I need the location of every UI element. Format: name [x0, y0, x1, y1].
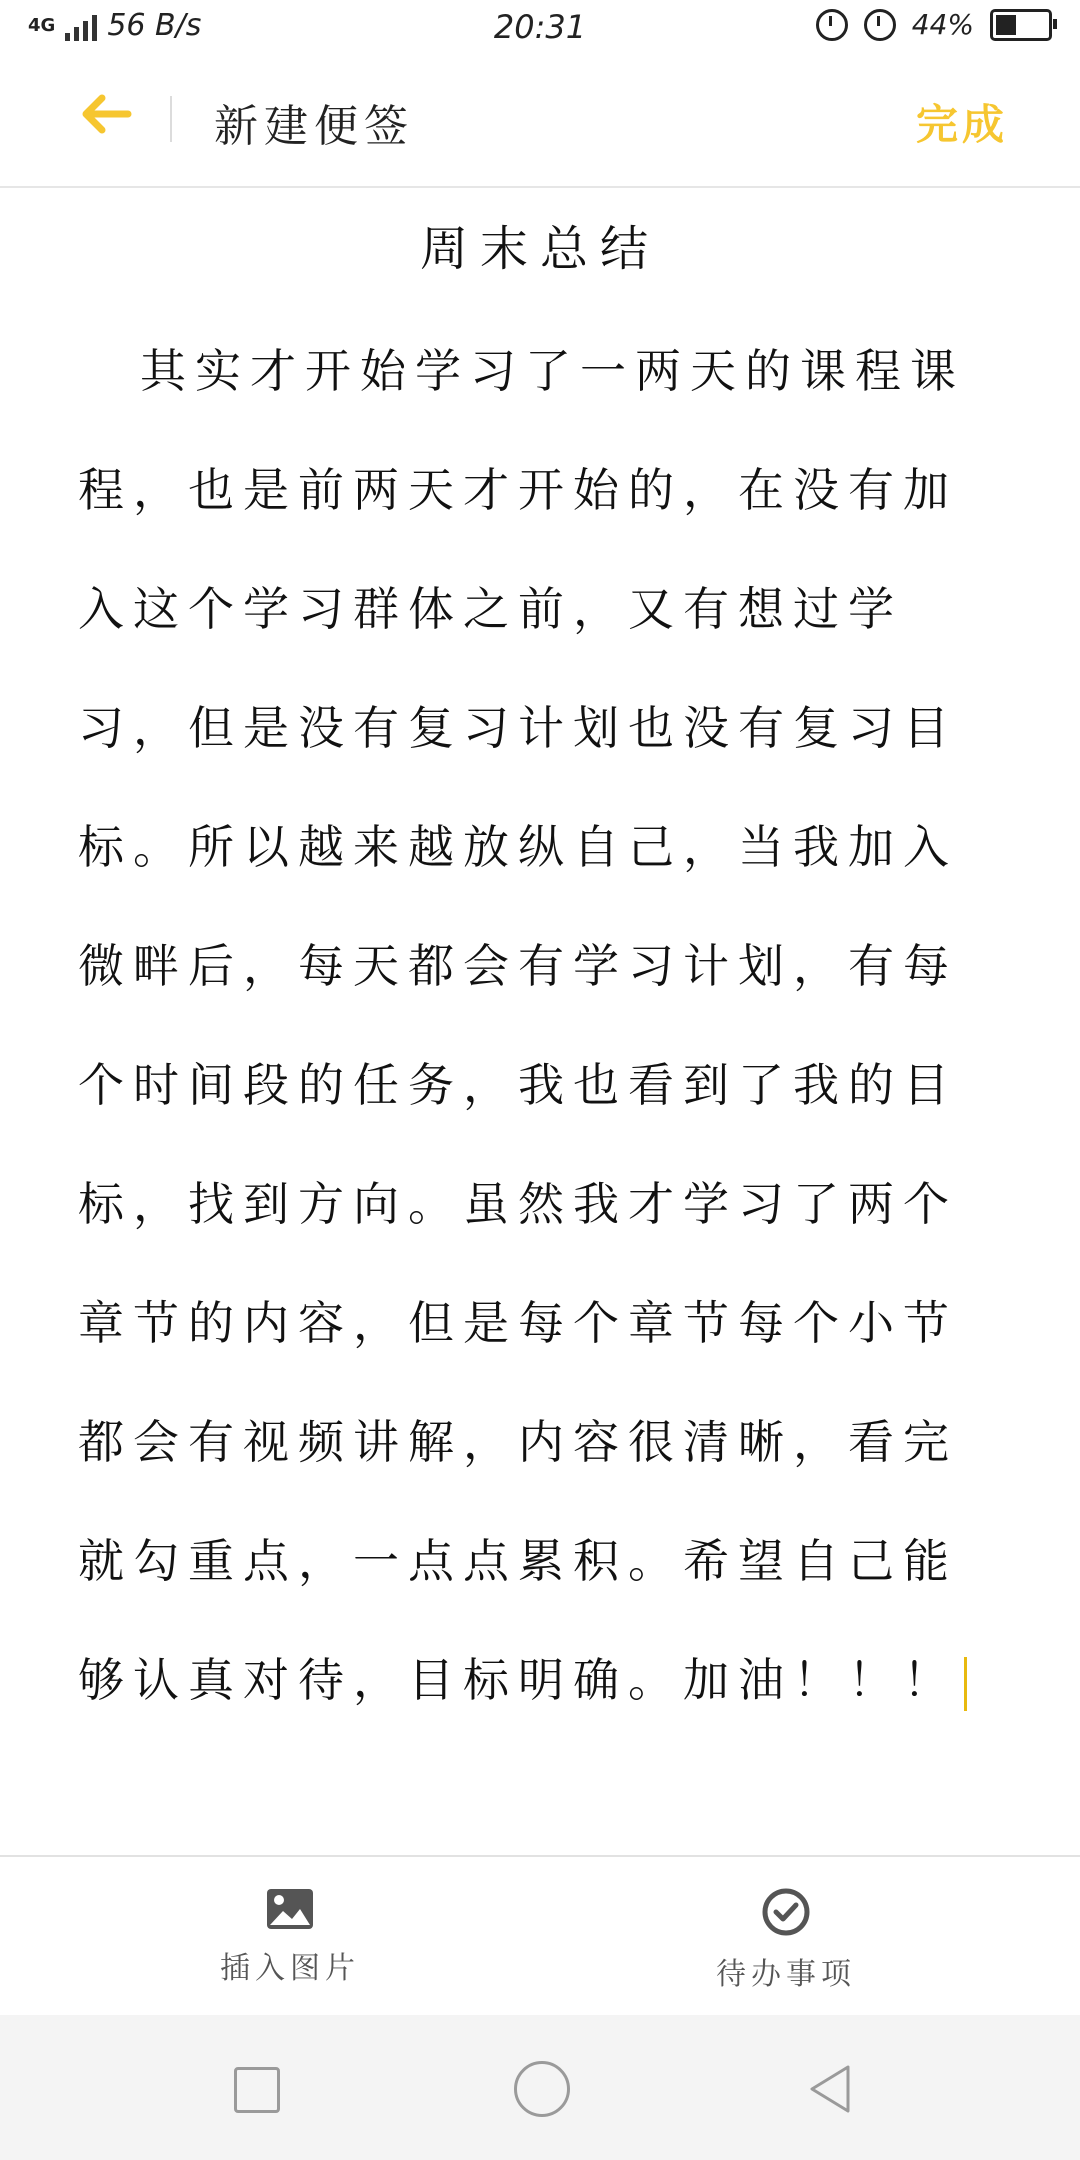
header-divider: [170, 96, 172, 142]
text-cursor: [964, 1657, 967, 1711]
note-title[interactable]: 周末总结: [419, 221, 660, 277]
battery-percent: 44%: [911, 8, 974, 41]
system-nav-bar: [0, 2015, 1080, 2160]
insert-image-label: 插入图片: [220, 1951, 360, 1986]
network-speed: 56 B/s: [107, 8, 202, 43]
status-bar: [0, 0, 1080, 52]
todo-label: 待办事项: [716, 1957, 856, 1992]
nav-back-icon[interactable]: [806, 2063, 854, 2115]
network-type: 4G: [28, 15, 56, 36]
status-right: [816, 8, 1052, 41]
lock-rotation-icon: [816, 9, 848, 41]
back-arrow-icon[interactable]: [78, 92, 134, 136]
page-title: 新建便签: [214, 101, 414, 152]
nav-home-icon[interactable]: [514, 2061, 570, 2117]
note-body-editor[interactable]: [78, 312, 1000, 1740]
nav-recents-icon[interactable]: [234, 2067, 280, 2113]
battery-icon: [990, 9, 1052, 41]
check-circle-icon: [761, 1887, 811, 1937]
insert-image-button[interactable]: [220, 1887, 360, 1987]
image-icon: [265, 1887, 315, 1931]
done-button[interactable]: 完成: [915, 100, 1008, 149]
note-body-text: 其实才开始学习了一两天的课程课程，也是前两天才开始的，在没有加入这个学习群体之前，又有想过学习，但是没有复习计划也没有复习目标。所以越来越放纵自己，当我加入微畔后，每天都会有学习计划，有每个时间段的任务，我也看到了我的目标，找到方向。虽然我才学习了两个章节的内容，但是每个章节每个小节都会有视频讲解，内容很清晰，看完就勾重点，一点点累积。希望自己能够认真对待，目标明确。加油！！！: [78, 344, 965, 1707]
todo-button[interactable]: [716, 1887, 856, 1993]
status-time: 20:31: [493, 8, 587, 46]
app-header: [0, 52, 1080, 188]
alarm-icon: [864, 9, 896, 41]
editor-toolbar: [0, 1855, 1080, 2017]
